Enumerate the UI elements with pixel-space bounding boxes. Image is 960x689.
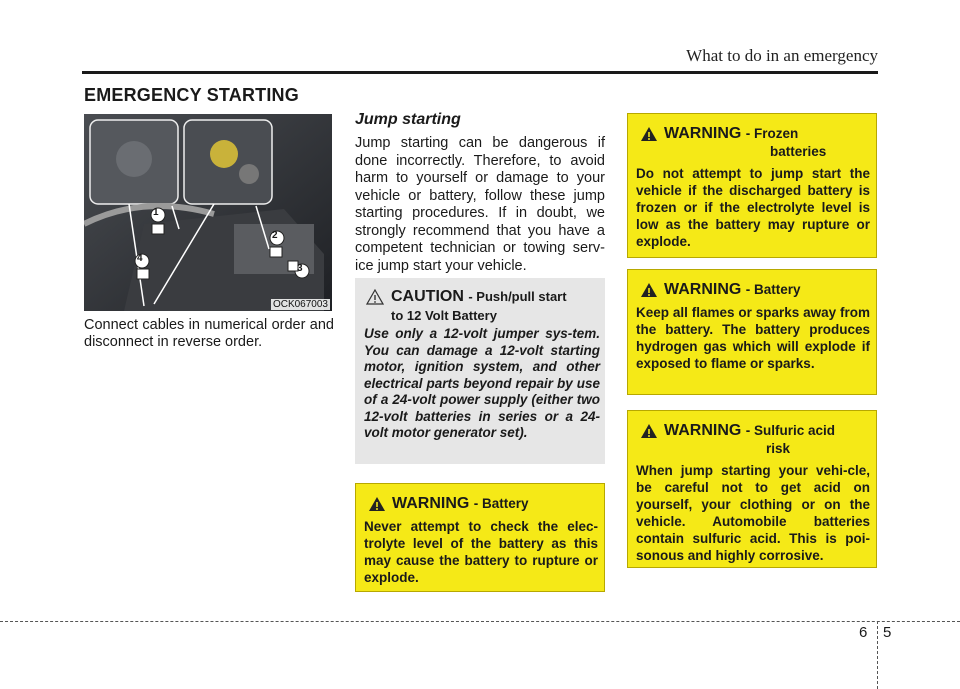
warning-box-frozen-batteries bbox=[627, 113, 877, 258]
warning-title bbox=[392, 495, 529, 513]
caution-triangle-icon bbox=[366, 289, 384, 305]
warning-label: WARNING bbox=[664, 125, 742, 142]
photo-caption: Connect cables in numerical order and disconnect in reverse order. bbox=[84, 317, 334, 350]
warning-subject: - Battery bbox=[473, 496, 529, 511]
warning-title bbox=[664, 281, 801, 299]
callout-1: 1 bbox=[153, 207, 159, 218]
warning-triangle-icon bbox=[640, 126, 658, 142]
warning-label: WARNING bbox=[664, 422, 742, 439]
header-rule bbox=[82, 71, 878, 74]
callout-2: 2 bbox=[272, 230, 278, 241]
warning-subject-line2: risk bbox=[766, 441, 791, 456]
engine-bay-photo bbox=[84, 114, 332, 311]
warning-triangle-icon bbox=[368, 496, 386, 512]
chapter-number: 6 bbox=[859, 624, 868, 641]
warning-box-battery-flames bbox=[627, 269, 877, 395]
caution-subject-line2: to 12 Volt Battery bbox=[391, 308, 497, 323]
warning-subject: - Frozen bbox=[745, 126, 799, 141]
warning-label: WARNING bbox=[664, 281, 742, 298]
warning-triangle-icon bbox=[640, 282, 658, 298]
warning-box-sulfuric-acid bbox=[627, 410, 877, 568]
image-code: OCK067003 bbox=[272, 299, 328, 310]
jump-starting-heading: Jump starting bbox=[355, 111, 461, 128]
caution-title bbox=[391, 288, 567, 306]
caution-label: CAUTION bbox=[391, 288, 464, 305]
page-number: 5 bbox=[883, 624, 892, 641]
warning-subject: - Sulfuric acid bbox=[745, 423, 836, 438]
section-title: EMERGENCY STARTING bbox=[84, 85, 299, 105]
warning-title bbox=[664, 125, 798, 143]
warning-body: When jump starting your vehi-cle, be careful not to get acid on yourself, your clothing or on the vehicle. Automobile batteries contain sulfuric acid. This is poi-sonous and highly corrosive. bbox=[636, 463, 870, 563]
footer-rule bbox=[0, 621, 960, 622]
warning-body: Do not attempt to jump start the vehicle if the discharged battery is frozen or if the electrolyte level is low as the battery may rupture or explode. bbox=[636, 166, 870, 249]
caution-box bbox=[355, 278, 605, 464]
caution-body: Use only a 12-volt jumper sys-tem. You can damage a 12-volt starting motor, ignition system, and other electrical parts beyond repair by use of a 24-volt power supply (either two 12-volt batteries in series or a 24-volt motor generator set). bbox=[364, 326, 600, 440]
caution-subject: - Push/pull start bbox=[468, 289, 567, 304]
warning-box-battery-check bbox=[355, 483, 605, 592]
engine-bay-illustration bbox=[84, 114, 332, 311]
warning-triangle-icon bbox=[640, 423, 658, 439]
jump-starting-body: Jump starting can be dangerous if done incorrectly. Therefore, to avoid harm to yourself or damage to your vehicle or battery, follow these jump starting procedures. If in doubt, we strongly recommend that you have a competent technician or towing serv-ice jump start your vehicle. bbox=[355, 135, 605, 274]
warning-label: WARNING bbox=[392, 495, 470, 512]
warning-body: Never attempt to check the elec-trolyte level of the battery as this may cause the battery to rupture or explode. bbox=[364, 519, 598, 585]
footer-divider bbox=[877, 621, 878, 689]
warning-subject-line2: batteries bbox=[770, 144, 827, 159]
callout-4: 4 bbox=[137, 253, 143, 264]
warning-body: Keep all flames or sparks away from the battery. The battery produces hydrogen gas which will explode if exposed to flame or sparks. bbox=[636, 305, 870, 371]
running-header: What to do in an emergency bbox=[686, 46, 878, 65]
warning-subject: - Battery bbox=[745, 282, 801, 297]
callout-3: 3 bbox=[297, 263, 303, 274]
warning-title bbox=[664, 422, 835, 440]
